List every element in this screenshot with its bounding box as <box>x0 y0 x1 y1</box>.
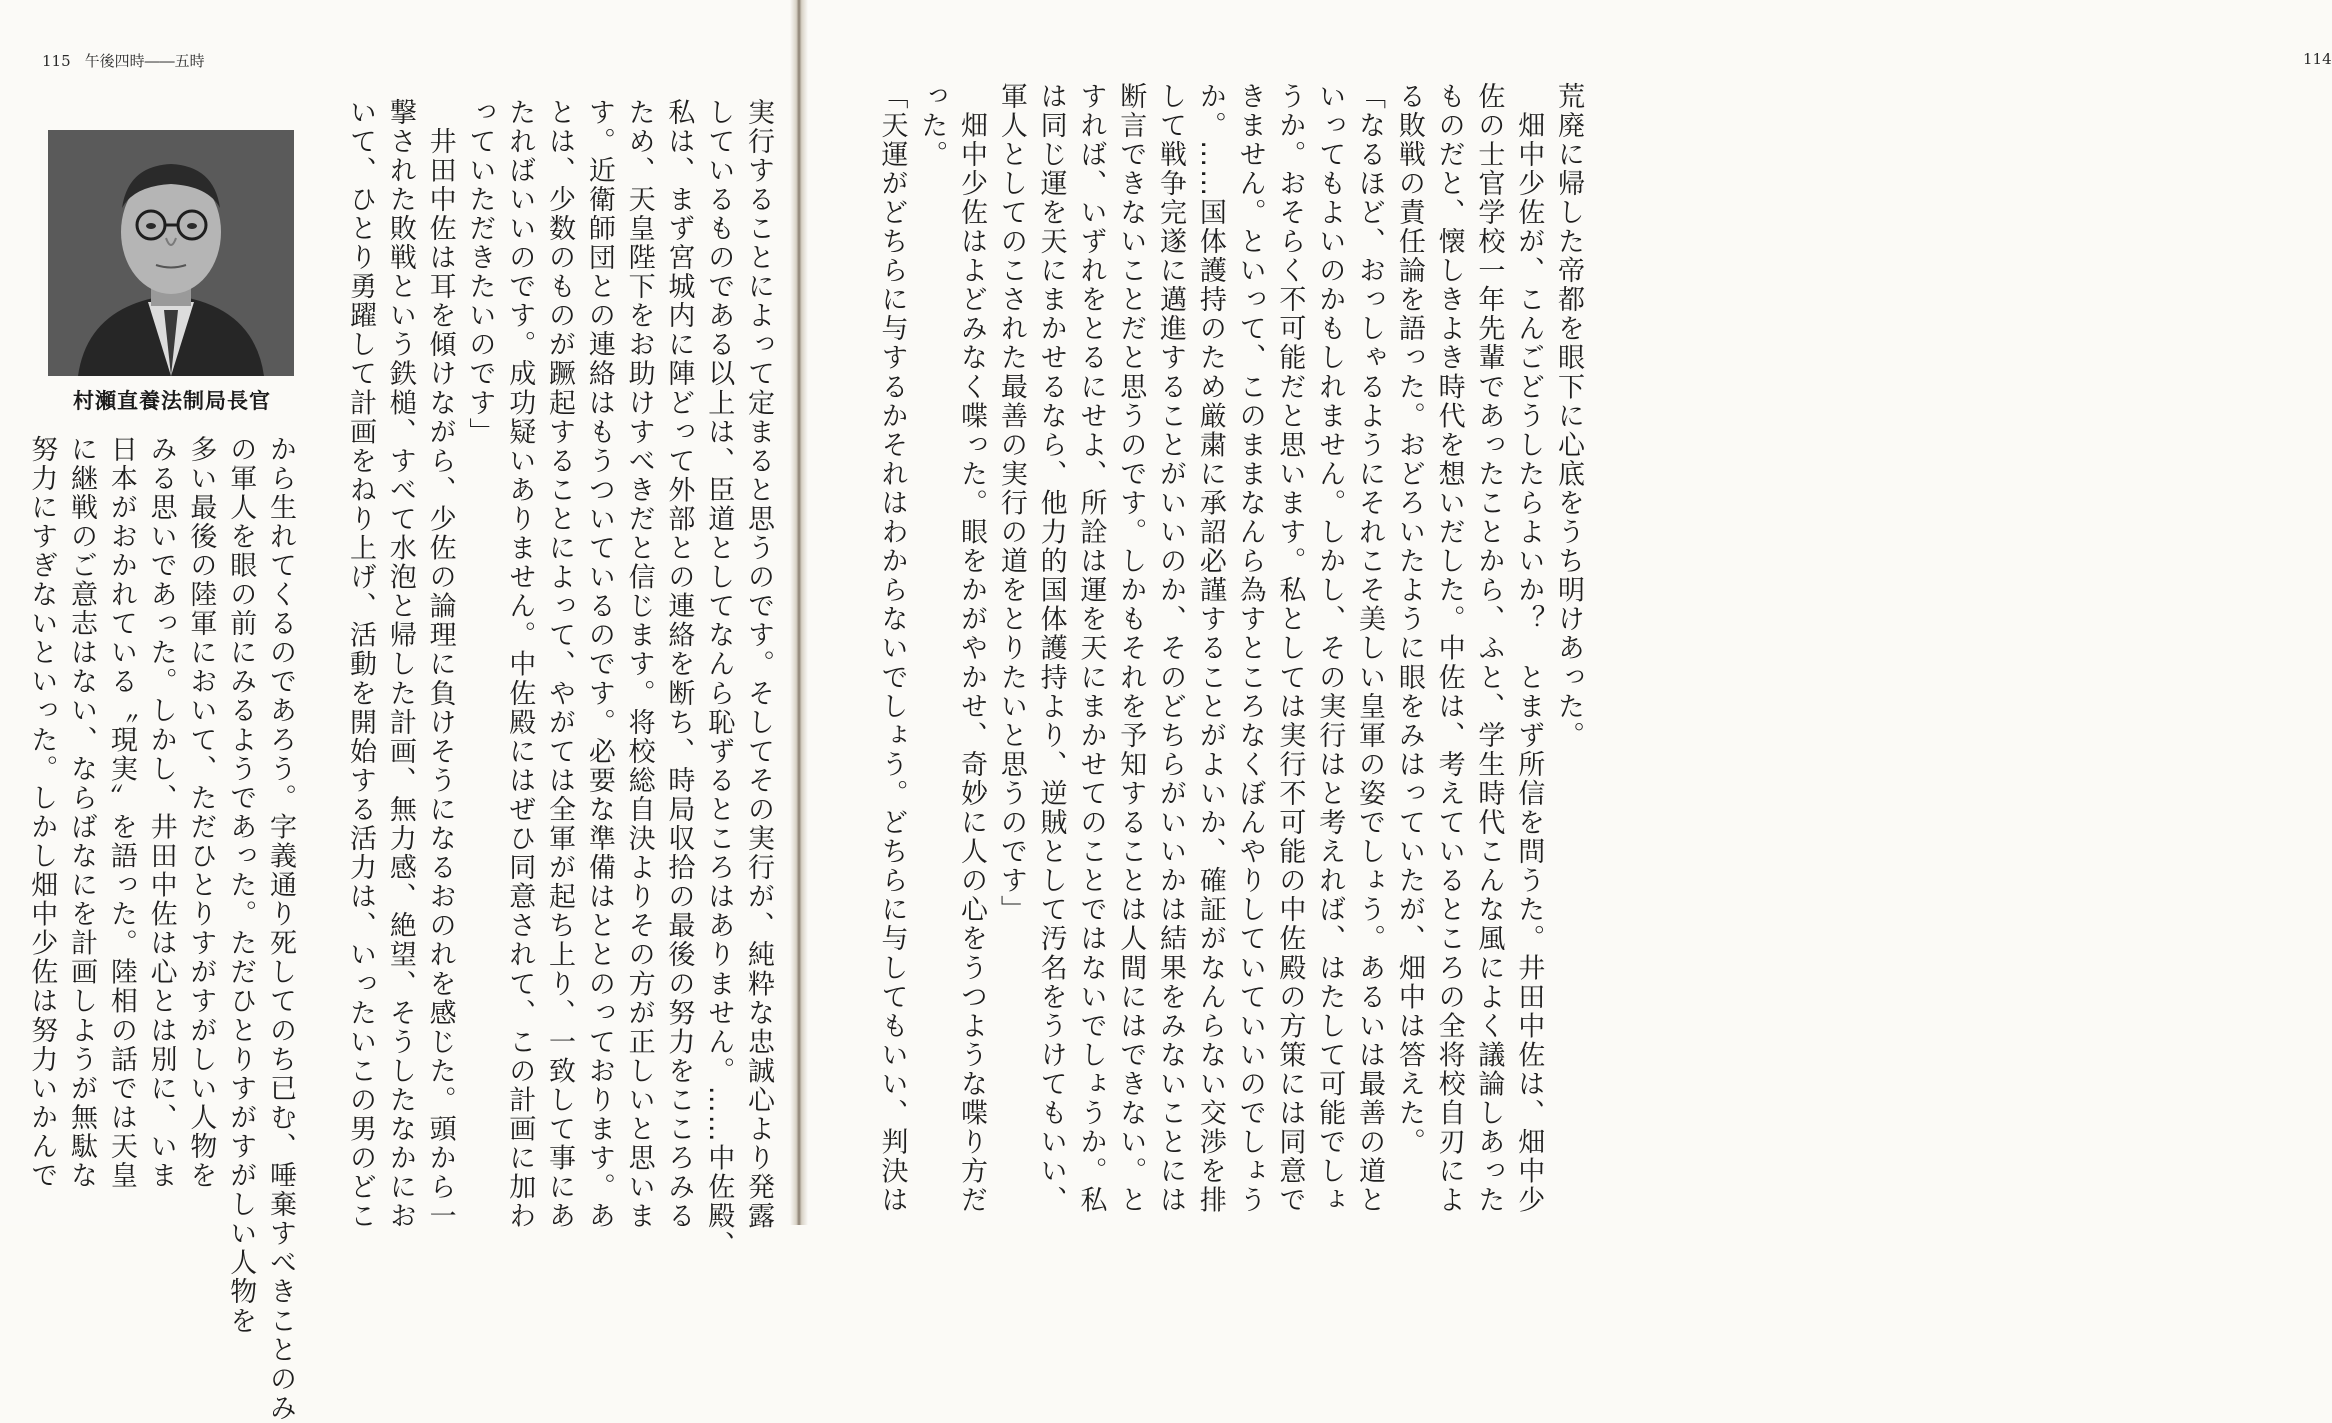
text-line: ものだと、懐しきよき時代を想いだした。中佐は、考えているところの全将校自刃によ <box>1433 82 1465 1215</box>
text-line: 畑中少佐はよどみなく喋った。眼をかがやかせ、奇妙に人の心をうつような喋り方だ <box>956 82 988 1215</box>
text-line: いて、ひとり勇躍して計画をねり上げ、活動を開始する活力は、いったいこの男のどこ <box>345 98 377 1231</box>
text-line: 私は、まず宮城内に陣どって外部との連絡を断ち、時局収拾の最後の努力をこころみる <box>663 98 695 1231</box>
text-line: か。……国体護持のため厳粛に承詔必謹することがよいか、確証がなんらない交渉を排 <box>1194 82 1226 1215</box>
text-line: 「天運がどちらに与するかそれはわからないでしょう。どちらに与してもいい、判決は <box>876 82 908 1215</box>
left-page-number: 115 <box>42 52 71 70</box>
text-line: 荒廃に帰した帝都を眼下に心底をうち明けあった。 <box>1553 82 1584 751</box>
text-line: 軍人としてのこされた最善の実行の道をとりたいと思うのです」 <box>995 82 1027 925</box>
right-page-number: 114 <box>2303 50 2332 68</box>
left-page-body-top <box>300 98 778 1260</box>
left-page-body-bottom <box>26 435 300 1423</box>
text-line: った。 <box>916 82 948 170</box>
book-gutter <box>790 0 808 1225</box>
left-page <box>0 0 790 1423</box>
text-line: から生れてくるのであろう。字義通り死してのち已む、唾棄すべきことのみ <box>265 435 296 1423</box>
text-line: の軍人を眼の前にみるようであった。ただひとりすがすがしい人物を <box>225 435 257 1336</box>
text-line: うか。おそらく不可能だと思います。私としては実行不可能の中佐殿の方策には同意で <box>1274 82 1306 1215</box>
text-line: 「なるほど、おっしゃるようにそれこそ美しい皇軍の姿でしょう。あるいは最善の道と <box>1354 82 1386 1215</box>
text-line: とは、少数のものが蹶起することによって、やがては全軍が起ち上り、一致して事にあ <box>544 98 576 1231</box>
text-line: 努力にすぎないといった。しかし畑中少佐は努力いかんで <box>26 435 58 1191</box>
text-line: 断言できないことだと思うのです。しかもそれを予知することは人間にはできない。と <box>1115 82 1147 1215</box>
right-page-body <box>828 82 1588 1215</box>
text-line: 佐の士官学校一年先輩であったことから、ふと、学生時代こんな風によく議論しあった <box>1473 82 1505 1215</box>
portrait-figure <box>48 130 294 376</box>
text-line: いってもよいのかもしれません。しかし、その実行はと考えれば、はたして可能でしょ <box>1314 82 1346 1215</box>
text-line: して戦争完遂に邁進することがいいのか、そのどちらがいいかは結果をみないことには <box>1155 82 1187 1215</box>
text-line: すれば、いずれをとるにせよ、所詮は運を天にまかせてのことではないでしょうか。私 <box>1075 82 1107 1215</box>
text-line: る敗戦の責任論を語った。おどろいたように眼をみはっていたが、畑中は答えた。 <box>1393 82 1425 1157</box>
text-line: 撃された敗戦という鉄槌、すべて水泡と帰した計画、無力感、絶望、そうしたなかにお <box>384 98 416 1231</box>
text-line: は同じ運を天にまかせるなら、他力的国体護持より、逆賊として汚名をうけてもいい、 <box>1035 82 1067 1215</box>
left-page-header <box>42 50 205 71</box>
text-line: に継戦のご意志はない、ならばなにを計画しようが無駄な <box>66 435 98 1191</box>
portrait-photo <box>48 130 294 376</box>
text-line: みる思いであった。しかし、井田中佐は心とは別に、いま <box>145 435 177 1191</box>
text-line: 井田中佐は耳を傾けながら、少佐の論理に負けそうになるおのれを感じた。頭から一 <box>424 98 456 1231</box>
text-line: しているものである以上は、臣道としてなんら恥ずるところはありません。……中佐殿、 <box>703 98 735 1260</box>
running-head: 午後四時――五時 <box>84 52 205 70</box>
text-line: っていただきたいのです」 <box>464 98 496 447</box>
text-line: たればいいのです。成功疑いありません。中佐殿にはぜひ同意されて、この計画に加わ <box>504 98 536 1231</box>
text-line: きません。といって、このままなんら為すところなくぼんやりしていていいのでしょう <box>1234 82 1266 1215</box>
text-line: す。近衛師団との連絡はもうついているのです。必要な準備はととのっております。あ <box>583 98 615 1231</box>
photo-caption: 村瀬直養法制局長官 <box>73 389 271 413</box>
text-line: ため、天皇陛下をお助けすべきだと信じます。将校総自決よりその方が正しいと思いま <box>623 98 655 1231</box>
text-line: 多い最後の陸軍において、ただひとりすがすがしい人物を <box>185 435 217 1191</box>
text-line: 畑中少佐が、こんごどうしたらよいか？ とまず所信を問うた。井田中佐は、畑中少 <box>1513 82 1545 1215</box>
text-line: 実行することによって定まると思うのです。そしてその実行が、純粋な忠誠心より発露 <box>743 98 774 1231</box>
text-line: 日本がおかれている〝現実〟を語った。陸相の話では天皇 <box>105 435 137 1191</box>
